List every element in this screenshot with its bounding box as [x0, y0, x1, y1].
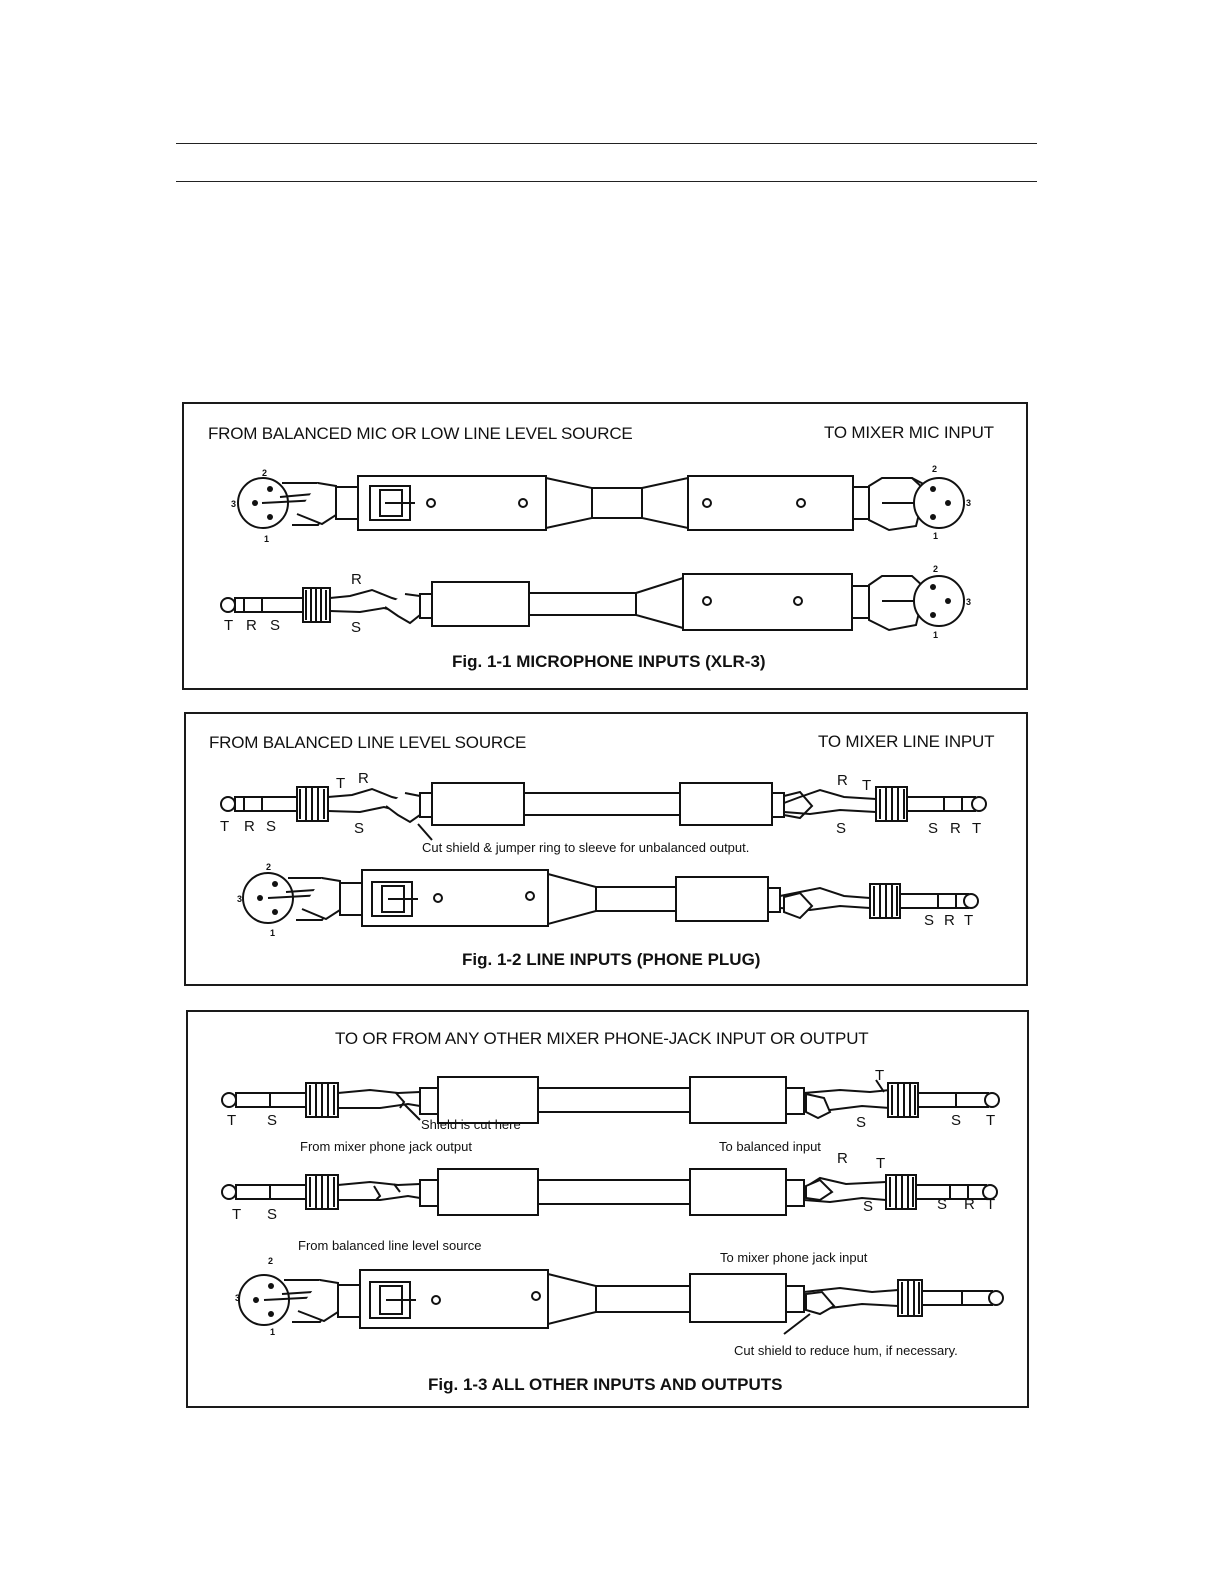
fig3-title: TO OR FROM ANY OTHER MIXER PHONE-JACK INPUT OR OUTPUT — [335, 1029, 869, 1048]
fig1-pin-1-left: 1 — [264, 534, 270, 544]
fig3-letter-t-a-right: T — [986, 1112, 996, 1129]
fig2-letter-r-left: R — [244, 818, 255, 835]
fig2-letter-r-b: R — [944, 912, 955, 929]
fig3-letter-s-b-right: S — [937, 1196, 948, 1213]
fig1-caption: Fig. 1-1 MICROPHONE INPUTS (XLR-3) — [452, 652, 766, 671]
fig1-letter-s-bottom: S — [351, 619, 362, 636]
fig3-letter-t-b-top: T — [876, 1155, 886, 1172]
fig3-to-balanced-label: To balanced input — [719, 1139, 821, 1154]
fig1-pin-3-right: 3 — [966, 498, 972, 508]
fig3-letter-s-a-mid: S — [856, 1114, 867, 1131]
fig1-pin-3-right-b: 3 — [966, 597, 972, 607]
fig1-pin-2-right: 2 — [932, 464, 938, 474]
fig3-letter-s-a-left: S — [267, 1112, 278, 1129]
fig2-from-label: FROM BALANCED LINE LEVEL SOURCE — [209, 733, 527, 752]
fig2-letter-s-mid-right: S — [836, 820, 847, 837]
fig3-letter-s-a-right: S — [951, 1112, 962, 1129]
fig2-letter-t-b: T — [964, 912, 974, 929]
fig3-letter-t-a-left: T — [227, 1112, 237, 1129]
fig1-letter-r: R — [246, 617, 257, 634]
fig2-pin-2: 2 — [266, 862, 272, 872]
fig3-pin-3: 3 — [235, 1293, 241, 1303]
fig2-letter-s-b: S — [924, 912, 935, 929]
fig2-letter-s-left: S — [266, 818, 277, 835]
fig2-pin-3: 3 — [237, 894, 243, 904]
fig2-to-label: TO MIXER LINE INPUT — [818, 732, 995, 751]
fig2-letter-s-right: S — [928, 820, 939, 837]
fig2-pin-1: 1 — [270, 928, 276, 938]
fig2-letter-t-top-left: T — [336, 775, 346, 792]
fig3-letter-s-b-left: S — [267, 1206, 278, 1223]
fig1-letter-t: T — [224, 617, 234, 634]
fig3-letter-r-b-top: R — [837, 1150, 848, 1167]
fig3-letter-t-b-right: T — [986, 1196, 996, 1213]
fig2-letter-t-top-right: T — [862, 777, 872, 794]
fig3-hum-note: Cut shield to reduce hum, if necessary. — [734, 1343, 958, 1358]
fig3-from-output-label: From mixer phone jack output — [300, 1139, 472, 1154]
fig2-letter-r-right: R — [950, 820, 961, 837]
xlr-to-ts-cable — [239, 1270, 1003, 1334]
fig3-shield-note: Shield is cut here — [421, 1117, 521, 1132]
fig2-letter-r-top-right: R — [837, 772, 848, 789]
fig2-letter-r-top-left: R — [358, 770, 369, 787]
fig1-from-label: FROM BALANCED MIC OR LOW LINE LEVEL SOURCE — [208, 424, 633, 443]
fig1-pin-1-right: 1 — [933, 531, 939, 541]
fig3-letter-s-b-mid: S — [863, 1198, 874, 1215]
fig3-pin-1: 1 — [270, 1327, 276, 1337]
fig2-unbalanced-note: Cut shield & jumper ring to sleeve for unbalanced output. — [422, 840, 750, 855]
fig3-letter-t-b-left: T — [232, 1206, 242, 1223]
fig2-letter-t-left: T — [220, 818, 230, 835]
fig2-caption: Fig. 1-2 LINE INPUTS (PHONE PLUG) — [462, 950, 761, 969]
fig2-letter-s-mid-left: S — [354, 820, 365, 837]
fig3-letter-t-a-top: T — [875, 1067, 885, 1084]
fig3-letter-r-b-right: R — [964, 1196, 975, 1213]
fig3-from-balanced-label: From balanced line level source — [298, 1238, 482, 1253]
fig1-pin-3-left: 3 — [231, 499, 237, 509]
fig1-pin-2-left: 2 — [262, 468, 268, 478]
fig3-to-phone-label: To mixer phone jack input — [720, 1250, 868, 1265]
ts-to-trs-cable — [222, 1169, 997, 1215]
fig3-caption: Fig. 1-3 ALL OTHER INPUTS AND OUTPUTS — [428, 1375, 783, 1394]
fig1-to-label: TO MIXER MIC INPUT — [824, 423, 994, 442]
fig1-pin-1-right-b: 1 — [933, 630, 939, 640]
fig1-letter-r-top: R — [351, 571, 362, 588]
fig1-letter-s: S — [270, 617, 281, 634]
fig3-pin-2: 2 — [268, 1256, 274, 1266]
fig1-pin-2-right-b: 2 — [933, 564, 939, 574]
fig2-letter-t-right: T — [972, 820, 982, 837]
